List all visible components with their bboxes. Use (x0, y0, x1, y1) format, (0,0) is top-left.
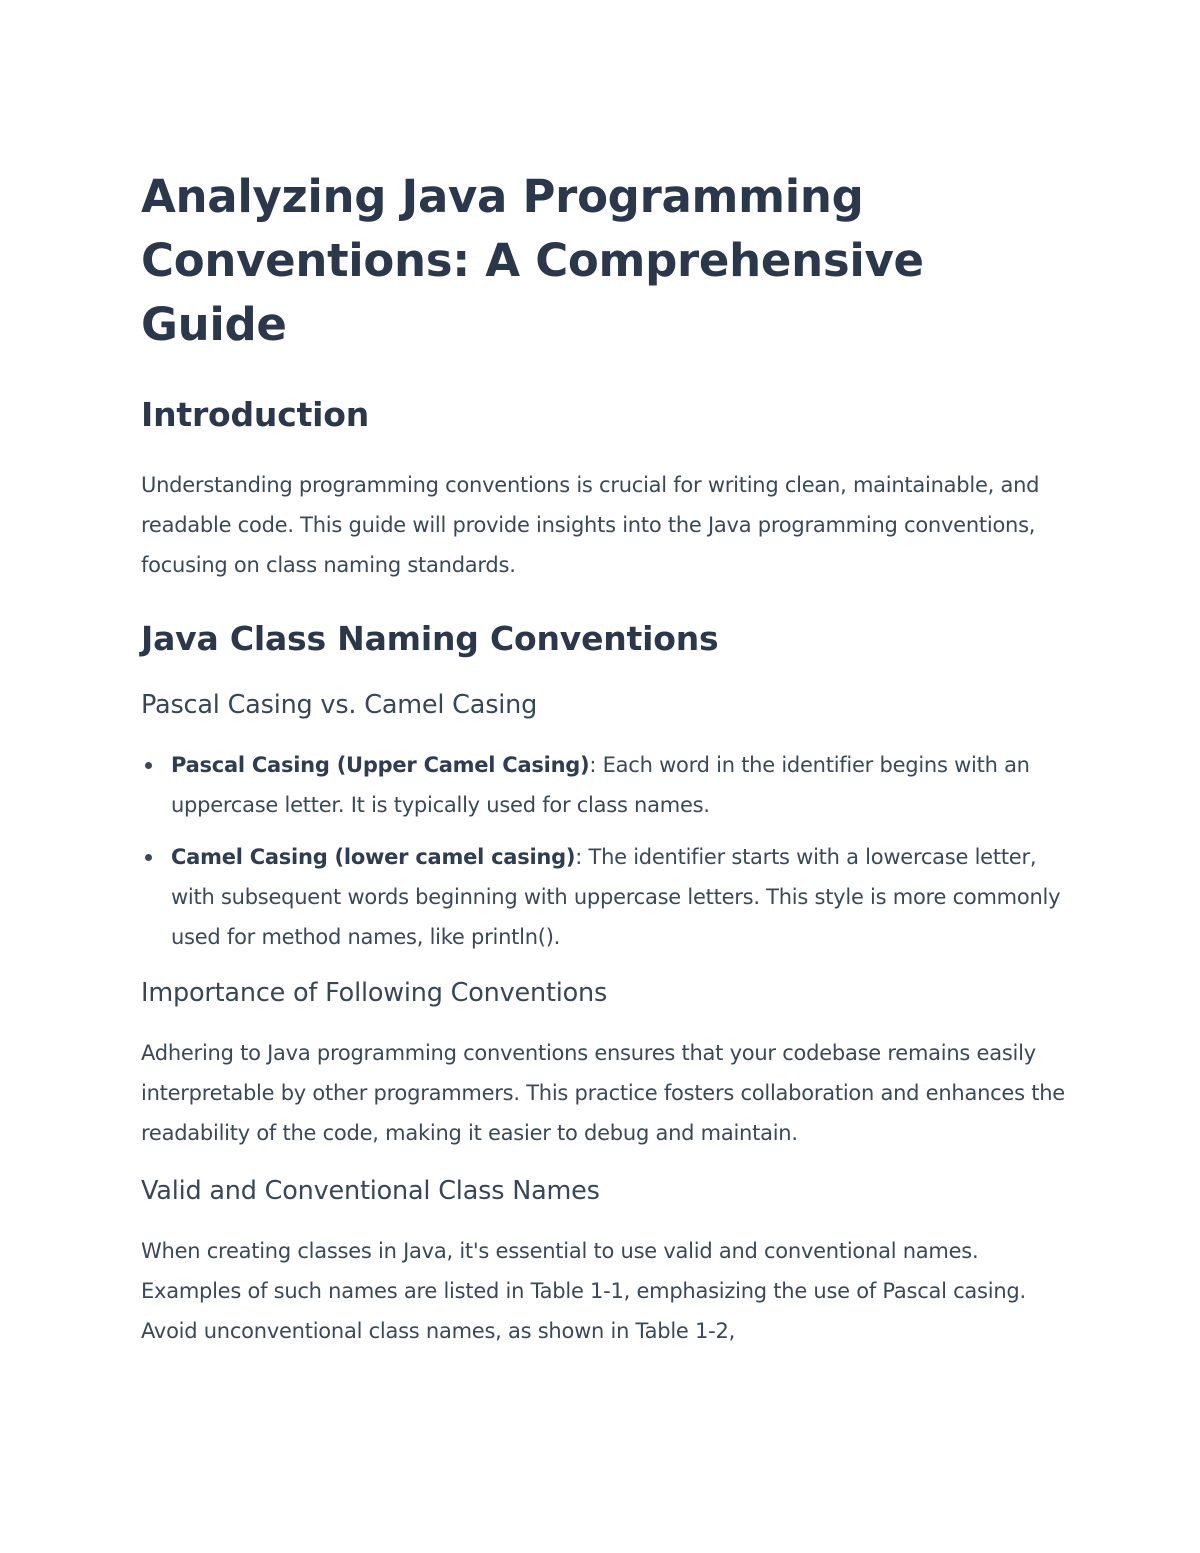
document-title: Analyzing Java Programming Conventions: A Comprehensive Guide (141, 170, 924, 351)
section-heading-java-class-naming: Java Class Naming Conventions (141, 619, 719, 658)
list-item-term: Camel Casing (lower camel casing) (171, 845, 576, 869)
casing-bullet-list (141, 745, 1076, 957)
bullet-icon (145, 854, 152, 861)
section-heading-introduction: Introduction (141, 395, 370, 434)
subheading-pascal-vs-camel: Pascal Casing vs. Camel Casing (141, 690, 538, 720)
list-item-description: : The identifier starts with a lowercase letter, with subsequent words beginning with uppercase letters. This style is more commonly used for method names, like println(). (171, 845, 1061, 949)
valid-names-paragraph: When creating classes in Java, it's essential to use valid and conventional names. Examples of such names are listed in Table 1-1, emphasizing the use of Pascal casing. Avoid unconventional class names, as shown in Table 1-2, (141, 1239, 1026, 1343)
document-page (141, 165, 1076, 1351)
list-item (141, 837, 1076, 957)
list-item-term: Pascal Casing (Upper Camel Casing) (171, 753, 590, 777)
introduction-paragraph: Understanding programming conventions is crucial for writing clean, maintainable, and readable code. This guide will provide insights into the Java programming conventions, focusing on class naming standards. (141, 473, 1040, 577)
subheading-valid-class-names: Valid and Conventional Class Names (141, 1176, 600, 1206)
subheading-importance: Importance of Following Conventions (141, 978, 608, 1008)
list-item (141, 745, 1076, 825)
bullet-icon (145, 762, 152, 769)
importance-paragraph: Adhering to Java programming conventions ensures that your codebase remains easily interpretable by other programmers. This practice fosters collaboration and enhances the readability of the code, making it easier to debug and maintain. (141, 1041, 1065, 1145)
list-item-description: : Each word in the identifier begins with an uppercase letter. It is typically used for class names. (171, 753, 1030, 817)
